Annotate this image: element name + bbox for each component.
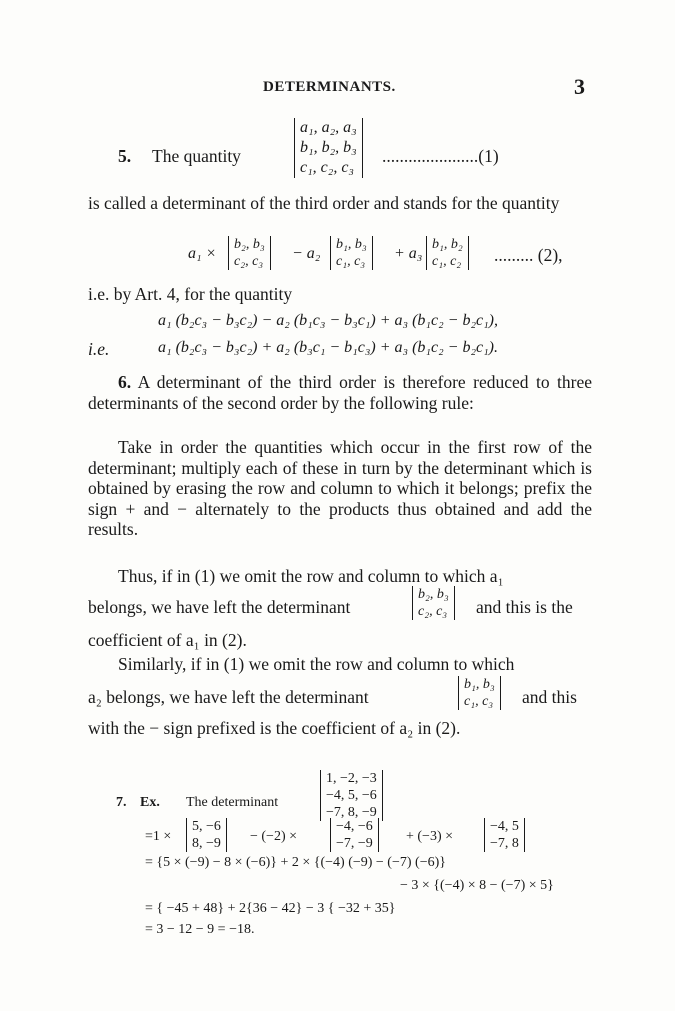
det-row: b₁, b₃: [336, 237, 367, 252]
calc-line-2: = {5 × (−9) − 8 × (−6)} + 2 × {(−4) (−9) − (−7) (−6)}: [145, 855, 446, 870]
calc-result: = 3 − 12 − 9 = −18.: [145, 922, 255, 937]
det-row: b₁, b₂, b₃: [300, 139, 357, 156]
calc-line-3: − 3 × {(−4) × 8 − (−7) × 5}: [400, 878, 554, 893]
det-row: −7, −9: [336, 836, 373, 851]
det-row: −7, 8, −9: [326, 805, 377, 820]
det-row: 8, −9: [192, 836, 221, 851]
det-row: a₁, a₂, a₃: [300, 119, 357, 136]
det-row: −4, 5: [490, 819, 519, 834]
section-5-lead: The quantity: [152, 146, 241, 166]
section-6-text: A determinant of the third order is therefore reduced to three determinants of the second order by the following rule:: [88, 372, 592, 413]
expr-a3: + a₃: [394, 245, 423, 262]
det-row: −4, 5, −6: [326, 788, 377, 803]
para-3-line-a: Thus, if in (1) we omit the row and column to which a₁: [118, 566, 504, 586]
calc-line-1a: =1 ×: [145, 829, 172, 844]
para-4-det: [458, 676, 501, 710]
det-row: c₁, c₃: [464, 694, 494, 709]
calc-line-1c: + (−3) ×: [406, 829, 454, 844]
section-5-number: 5.: [118, 146, 132, 166]
expr-a1: a₁ ×: [188, 245, 217, 262]
calc-det-3: [484, 818, 525, 852]
expansion-line-1: a₁ (b₂c₃ − b₃c₂) − a₂ (b₁c₃ − b₃c₁) + a₃ (b₁c₂ − b₂c₁),: [158, 312, 498, 329]
det-row: c₂, c₃: [418, 604, 448, 619]
para-3-det: [412, 586, 455, 620]
section-6-rule: Take in order the quantities which occur in the first row of the determinant; multiply each of these in turn by the determinant which is obtained by erasing the row and column to which it belongs; prefix the sign + and − alternately to the products thus obtained and add the results.: [88, 437, 592, 540]
para-3-line-d: coefficient of a₁ in (2).: [88, 630, 247, 650]
minor-det-3: [426, 236, 469, 270]
det-row: c₁, c₂: [432, 254, 462, 269]
determinant-main: [294, 118, 363, 178]
section-6-para-1: [88, 372, 592, 413]
calc-det-2: [330, 818, 379, 852]
para-4-line-d: with the − sign prefixed is the coefficient of a₂ in (2).: [88, 718, 461, 738]
expr-a2: − a₂: [292, 245, 321, 262]
equation-label-2: ......... (2),: [494, 245, 563, 265]
det-row: c₂, c₃: [234, 254, 264, 269]
para-4-line-b: a₂ belongs, we have left the determinant: [88, 687, 369, 707]
para-3-line-b: belongs, we have left the determinant: [88, 597, 351, 617]
para-4-line-a: Similarly, if in (1) we omit the row and column to which: [118, 654, 515, 674]
ie-line-1: i.e. by Art. 4, for the quantity: [88, 284, 293, 304]
para-3-line-c: and this is the: [476, 597, 573, 617]
det-row: −7, 8: [490, 836, 519, 851]
section-7-number: 7.: [116, 795, 127, 810]
det-row: b₁, b₃: [464, 677, 495, 692]
running-header: DETERMINANTS.: [263, 79, 396, 95]
section-6-number: 6.: [118, 372, 132, 392]
equation-label-1: ......................(1): [382, 146, 499, 166]
det-row: b₁, b₂: [432, 237, 463, 252]
det-row: −4, −6: [336, 819, 373, 834]
calc-det-1: [186, 818, 227, 852]
page-number: 3: [574, 74, 585, 99]
calc-line-4: = { −45 + 48} + 2{36 − 42} − 3 { −32 + 35}: [145, 901, 396, 916]
example-determinant: [320, 770, 383, 821]
det-row: c₁, c₂, c₃: [300, 159, 354, 176]
minor-det-1: [228, 236, 271, 270]
section-7-lead: The determinant: [186, 795, 279, 810]
calc-line-1b: − (−2) ×: [250, 829, 298, 844]
det-row: b₂, b₃: [234, 237, 265, 252]
minor-det-2: [330, 236, 373, 270]
example-label: Ex.: [140, 795, 160, 810]
det-row: 5, −6: [192, 819, 221, 834]
det-row: c₁, c₃: [336, 254, 366, 269]
para-4-line-c: and this: [522, 687, 577, 707]
det-row: 1, −2, −3: [326, 771, 377, 786]
expansion-line-2: a₁ (b₂c₃ − b₃c₂) + a₂ (b₃c₁ − b₁c₃) + a₃ (b₁c₂ − b₂c₁).: [158, 339, 498, 356]
section-5-text: is called a determinant of the third order and stands for the quantity: [88, 193, 560, 213]
det-row: b₂, b₃: [418, 587, 449, 602]
ie-label-2: i.e.: [88, 339, 110, 359]
